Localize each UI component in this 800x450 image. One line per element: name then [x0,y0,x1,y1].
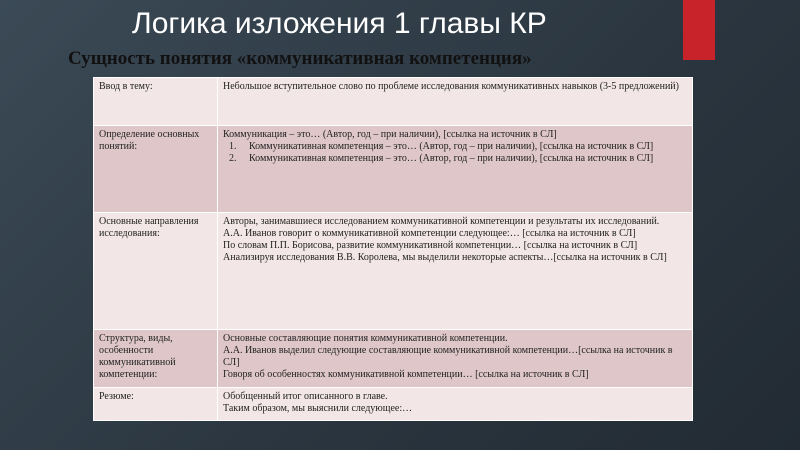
list-text: Коммуникативная компетенция – это… (Автор, год – при наличии), [ссылка на источник в СЛ] [249,153,654,164]
table-row [94,126,693,213]
row-value [218,330,693,388]
table-row [94,330,693,388]
row-key: Структура, виды, особенности коммуникативной компетенции: [94,330,218,388]
row-line: Обобщенный итог описанного в главе. [223,391,388,402]
list-number: 1. [229,141,237,152]
row-value [218,388,693,421]
row-value [218,126,693,213]
row-line: А.А. Иванов выделил следующие составляющие коммуникативной компетенции…[ссылка на источник в СЛ] [223,345,673,368]
slide-subtitle: Сущность понятия «коммуникативная компетенция» [68,48,532,69]
table-row [94,388,693,421]
content-table [93,77,693,421]
list-item [223,153,687,165]
row-line: Коммуникация – это… (Автор, год – при наличии), [ссылка на источник в СЛ] [223,129,557,140]
row-line: По словам П.П. Борисова, развитие коммуникативной компетенции… [ссылка на источник в СЛ] [223,240,638,251]
list-item [223,141,687,153]
row-line: Говоря об особенностях коммуникативной компетенции… [ссылка на источник в СЛ] [223,369,589,380]
row-line: Авторы, занимавшиеся исследованием коммуникативной компетенции и результаты их исследований. [223,216,660,227]
row-line: Анализируя исследования В.В. Королева, мы выделили некоторые аспекты…[ссылка на источник в СЛ] [223,252,667,263]
row-line: А.А. Иванов говорит о коммуникативной компетенции следующее:… [ссылка на источник в СЛ] [223,228,636,239]
row-key: Основные направления исследования: [94,213,218,330]
row-line: Основные составляющие понятия коммуникативной компетенции. [223,333,508,344]
list-text: Коммуникативная компетенция – это… (Автор, год – при наличии), [ссылка на источник в СЛ] [249,141,654,152]
table-row [94,78,693,126]
table-row [94,213,693,330]
row-value [218,78,693,126]
row-key: Определение основных понятий: [94,126,218,213]
row-line: Небольшое вступительное слово по проблеме исследования коммуникативных навыков (3-5 предложений) [223,81,679,92]
row-key: Резюме: [94,388,218,421]
row-key: Ввод в тему: [94,78,218,126]
slide-title: Логика изложения 1 главы КР [132,7,547,40]
list-number: 2. [229,153,237,164]
row-value [218,213,693,330]
row-line: Таким образом, мы выяснили следующее:… [223,403,413,414]
